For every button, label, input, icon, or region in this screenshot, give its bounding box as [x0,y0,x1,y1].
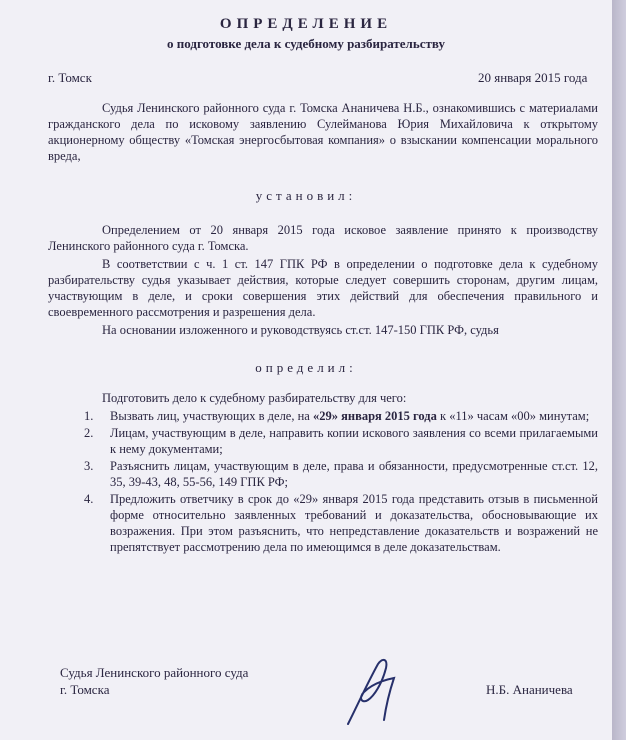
paragraph-acceptance: Определением от 20 января 2015 года исковое заявление принято к производству Ленинского районного суда г. Томска. [48,223,598,253]
list-item [84,458,598,490]
list-item [84,491,598,555]
page-edge [612,0,626,740]
list-item [84,425,598,457]
item-number: 4. [84,492,94,506]
hearing-date: «29» января 2015 года [312,409,437,423]
item-text-start: Вызвать лиц, участвующих в деле, на [110,409,313,423]
document-subtitle: о подготовке дела к судебному разбирательству [167,36,445,51]
paragraph-legal-basis: В соответствии с ч. 1 ст. 147 ГПК РФ в определении о подготовке дела к судебному разбирательству судья указывает действия, которые следует совершить сторонам, другим лицам, участвующим в деле, и сроки совершения этих действий для обеспечения правильного и своевременного рассмотрения и разрешения дела. [48,257,598,319]
operative-lead: Подготовить дело к судебному разбирательству для чего: [102,391,407,405]
item-text: Лицам, участвующим в деле, направить копии искового заявления со всеми прилагаемыми к нему документами; [110,426,598,456]
intro-paragraph: Судья Ленинского районного суда г. Томска Ананичева Н.Б., ознакомившись с материалами гражданского дела по исковому заявлению Сулейманова Юрия Михайловича к открытому акционерному обществу «Томская энергосбытовая компания» о взыскании компенсации морального вреда, [48,101,598,163]
paragraph-grounds: На основании изложенного и руководствуясь ст.ст. 147-150 ГПК РФ, судья [102,323,499,337]
section-heading-determined: определил: [255,360,357,375]
item-text-end: к «11» часам «00» минутам; [436,409,590,423]
list-item [84,408,598,424]
judge-position [60,664,248,698]
item-text: Предложить ответчику в срок до «29» января 2015 года представить отзыв в письменной форме относительно заявленных требований и доказательства, обосновывающие их возражения. При этом разъяснить, что непредставление доказательств и возражений не препятствует рассмотрению дела по имеющимся в деле доказательствам. [110,492,598,554]
document-date: 20 января 2015 года [478,70,588,85]
instructions-list [84,408,598,556]
judge-position-line2: г. Томска [60,682,110,697]
document-title: ОПРЕДЕЛЕНИЕ [219,16,393,32]
city: г. Томск [48,70,92,85]
item-number: 3. [84,459,94,473]
judge-position-line1: Судья Ленинского районного суда [60,665,249,680]
item-text: Разъяснить лицам, участвующим в деле, права и обязанности, предусмотренные ст.ст. 12, 35, 39-43, 48, 55-56, 149 ГПК РФ; [110,459,598,489]
handwritten-signature [338,654,408,728]
item-number: 1. [84,409,94,423]
item-number: 2. [84,426,94,440]
judge-name: Н.Б. Ананичева [486,682,573,697]
section-heading-established: установил: [255,188,357,203]
